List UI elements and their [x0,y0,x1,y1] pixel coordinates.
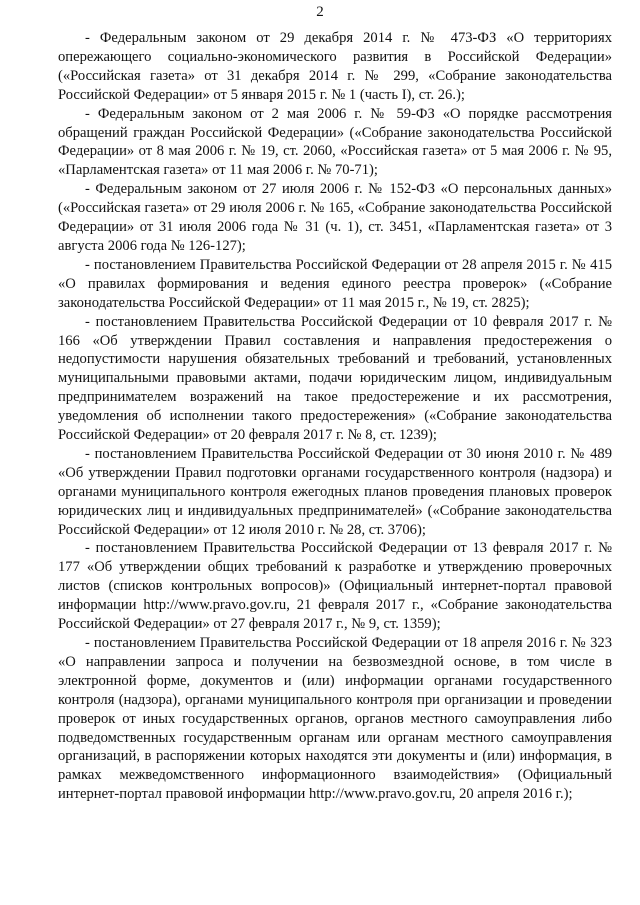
list-item-federal-law-152: - Федеральным законом от 27 июля 2006 г. № 152-ФЗ «О персональных данных» («Российская газета» от 29 июля 2006 г. № 165, «Собрание законодательства Российской Федерации» от 31 июля 2006 года № 31 (ч. 1), ст. 3451, «Парламентская газета» от 3 августа 2006 года № 126-127); [58,181,612,254]
list-item-resolution-166: - постановлением Правительства Российской Федерации от 10 февраля 2017 г. № 166 «Об утверждении Правил составления и направления предостережения о недопустимости нарушения обязательных требований и требований, установленных муниципальными правовыми актами, подачи юридическим лицом, индивидуальным предпринимателем возражений на такое предостережение и их рассмотрения, уведомления об исполнении такого предостережения» («Собрание законодательства Российской Федерации» от 20 февраля 2017 г. № 8, ст. 1239); [58,313,612,444]
list-item-resolution-489: - постановлением Правительства Российской Федерации от 30 июня 2010 г. № 489 «Об утверждении Правил подготовки органами государственного контроля (надзора) и органами муниципального контроля ежегодных планов проведения плановых проверок юридических лиц и индивидуальных предпринимателей» («Собрание законодательства Российской Федерации» от 12 июля 2010 г. № 28, ст. 3706); [58,445,612,538]
list-item-resolution-415: - постановлением Правительства Российской Федерации от 28 апреля 2015 г. № 415 «О правилах формирования и ведения единого реестра проверок» («Собрание законодательства Российской Федерации» от 11 мая 2015 г., № 19, ст. 2825); [58,256,612,311]
list-item-resolution-177: - постановлением Правительства Российской Федерации от 13 февраля 2017 г. № 177 «Об утверждении общих требований к разработке и утверждению проверочных листов (списков контрольных вопросов)» (Официальный интернет-портал правовой информации http://www.pravo.gov.ru, 21 февраля 2017 г., «Собрание законодательства Российской Федерации» от 27 февраля 2017 г., № 9, ст. 1359); [58,540,612,633]
list-item-federal-law-59: - Федеральным законом от 2 мая 2006 г. № 59-ФЗ «О порядке рассмотрения обращений граждан Российской Федерации» («Собрание законодательства Российской Федерации» от 8 мая 2006 г. № 19, ст. 2060, «Российская газета» от 5 мая 2006 г. № 95, «Парламентская газета» от 11 мая 2006 г. № 70-71); [58,105,612,179]
page-number: 2 [316,4,324,20]
list-item-federal-law-473: - Федеральным законом от 29 декабря 2014 г. № 473-ФЗ «О территориях опережающего социально-экономического развития в Российской Федерации» («Российская газета» от 31 декабря 2014 г. № 299, «Собрание законодательства Российской Федерации» от 5 января 2015 г. № 1 (часть I), ст. 26.); [58,30,612,103]
document-body [58,29,612,804]
list-item-resolution-323: - постановлением Правительства Российской Федерации от 18 апреля 2016 г. № 323 «О направлении запроса и получении на безвозмездной основе, в том числе в электронной форме, документов и (или) информации органами государственного контроля (надзора), органами муниципального контроля при организации и проведении проверок от иных государственных органов, органов местного самоуправления либо подведомственных государственным органам или органам местного самоуправления организаций, в распоряжении которых находятся эти документы и (или) информация, в рамках межведомственного информационного взаимодействия» (Официальный интернет-портал правовой информации http://www.pravo.gov.ru, 20 апреля 2016 г.); [58,635,612,803]
